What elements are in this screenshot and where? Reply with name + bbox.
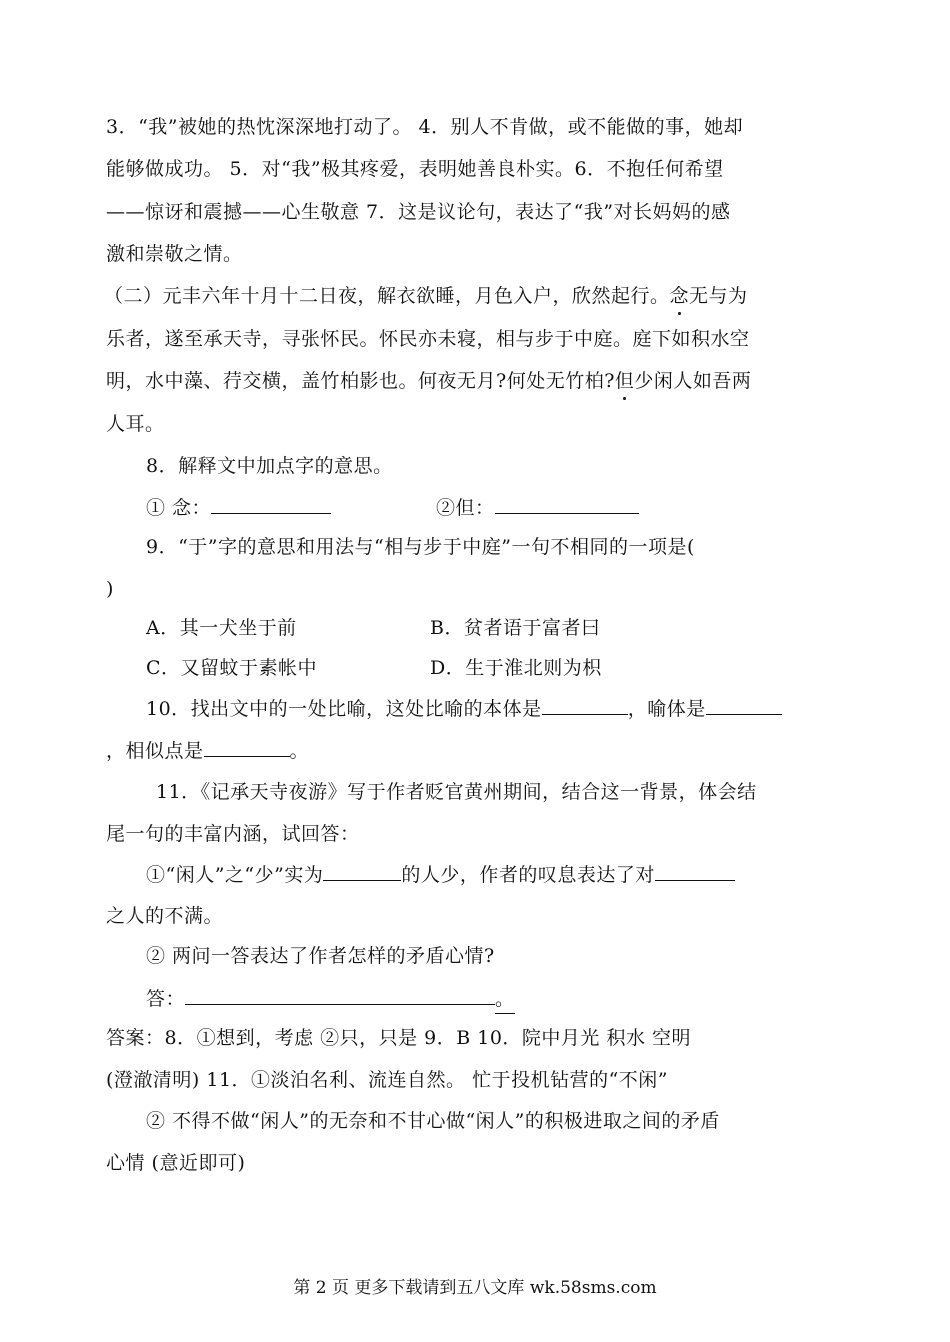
question-11-sub-1 xyxy=(146,860,735,889)
question-10-line-1 xyxy=(146,694,782,723)
passage-text: （二）元丰六年十月十二日夜，解衣欲睡，月色入户，欣然起行。 xyxy=(104,285,670,307)
item-label: ②但： xyxy=(436,497,495,519)
question-text: 10．找出文中的一处比喻，这处比喻的本体是 xyxy=(146,698,542,720)
passage-line: 人耳。 xyxy=(106,413,165,435)
question-text: ，喻体是 xyxy=(627,698,706,720)
question-text: ①“闲人”之“少”实为 xyxy=(146,864,324,886)
passage-text: 少闲人如吾两 xyxy=(634,370,752,392)
question-11-line-1: 11．《记承天寺夜游》写于作者贬官黄州期间，结合这一背景，体会结 xyxy=(156,781,757,803)
answer-blank[interactable] xyxy=(495,493,639,514)
passage-text: 无与为 xyxy=(689,285,748,307)
item-label: ① 念： xyxy=(146,497,212,519)
question-8-item-2 xyxy=(436,493,639,522)
question-9-prompt-end: ) xyxy=(106,578,114,600)
answer-blank[interactable] xyxy=(211,493,331,514)
answer-blank[interactable] xyxy=(185,984,495,1005)
question-11-line-2: 尾一句的丰富内涵，试回答： xyxy=(106,823,360,845)
passage-line xyxy=(106,367,751,395)
answer-key-line: ② 不得不做“闲人”的无奈和不甘心做“闲人”的积极进取之间的矛盾 xyxy=(146,1110,720,1132)
answer-text-line: 激和崇敬之情。 xyxy=(106,243,243,265)
answer-blank[interactable] xyxy=(706,694,782,715)
answer-blank[interactable] xyxy=(323,860,401,881)
answer-blank[interactable] xyxy=(542,694,628,715)
answer-text-line: 3．“我”被她的热忱深深地打动了。 4．别人不肯做，或不能做的事，她却 xyxy=(106,116,744,138)
answer-text-line: 能够做成功。 5．对“我”极其疼爱，表明她善良朴实。6．不抱任何希望 xyxy=(106,158,724,180)
option-a: A．其一犬坐于前 xyxy=(146,617,297,639)
answer-text-line: ——惊讶和震撼——心生敬意 7．这是议论句，表达了“我”对长妈妈的感 xyxy=(106,201,731,223)
answer-key-line: (澄澈清明) 11．①淡泊名利、流连自然。 忙于投机钻营的“不闲” xyxy=(106,1069,669,1091)
option-c: C．又留蚊于素帐中 xyxy=(146,657,318,679)
answer-blank[interactable] xyxy=(655,860,735,881)
passage-line: 乐者，遂至承天寺，寻张怀民。怀民亦未寝，相与步于中庭。庭下如积水空 xyxy=(106,328,750,350)
question-10-line-2 xyxy=(106,736,309,765)
answer-key-line: 答案：8．①想到，考虑 ②只，只是 9．B 10．院中月光 积水 空明 xyxy=(106,1027,692,1049)
answer-end-mark: 。 xyxy=(495,985,515,1014)
question-11-answer-line xyxy=(146,984,515,1014)
answer-label: 答： xyxy=(146,988,186,1010)
question-8-item-1 xyxy=(146,493,331,522)
question-8-prompt: 8．解释文中加点字的意思。 xyxy=(146,455,393,477)
answer-blank[interactable] xyxy=(204,736,290,757)
dotted-character: 念 xyxy=(670,282,690,310)
dotted-character: 但 xyxy=(615,367,635,395)
page-footer: 第 2 页 更多下载请到五八文库 wk.58sms.com xyxy=(293,1278,657,1298)
question-11-sub-2: ② 两问一答表达了作者怎样的矛盾心情? xyxy=(146,945,495,967)
question-text: ，相似点是 xyxy=(106,740,204,762)
answer-key-line: 心情 (意近即可) xyxy=(106,1152,246,1174)
question-9-prompt: 9．“于”字的意思和用法与“相与步于中庭”一句不相同的一项是( xyxy=(146,536,695,558)
question-text: 的人少，作者的叹息表达了对 xyxy=(401,864,655,886)
option-d: D．生于淮北则为枳 xyxy=(430,657,602,679)
passage-text: 明，水中藻、荇交横，盖竹柏影也。何夜无月?何处无竹柏? xyxy=(106,370,615,392)
option-b: B．贫者语于富者曰 xyxy=(430,617,601,639)
passage-line xyxy=(104,282,748,310)
question-text: 。 xyxy=(289,740,310,762)
question-11-sub-1-end: 之人的不满。 xyxy=(106,905,224,927)
